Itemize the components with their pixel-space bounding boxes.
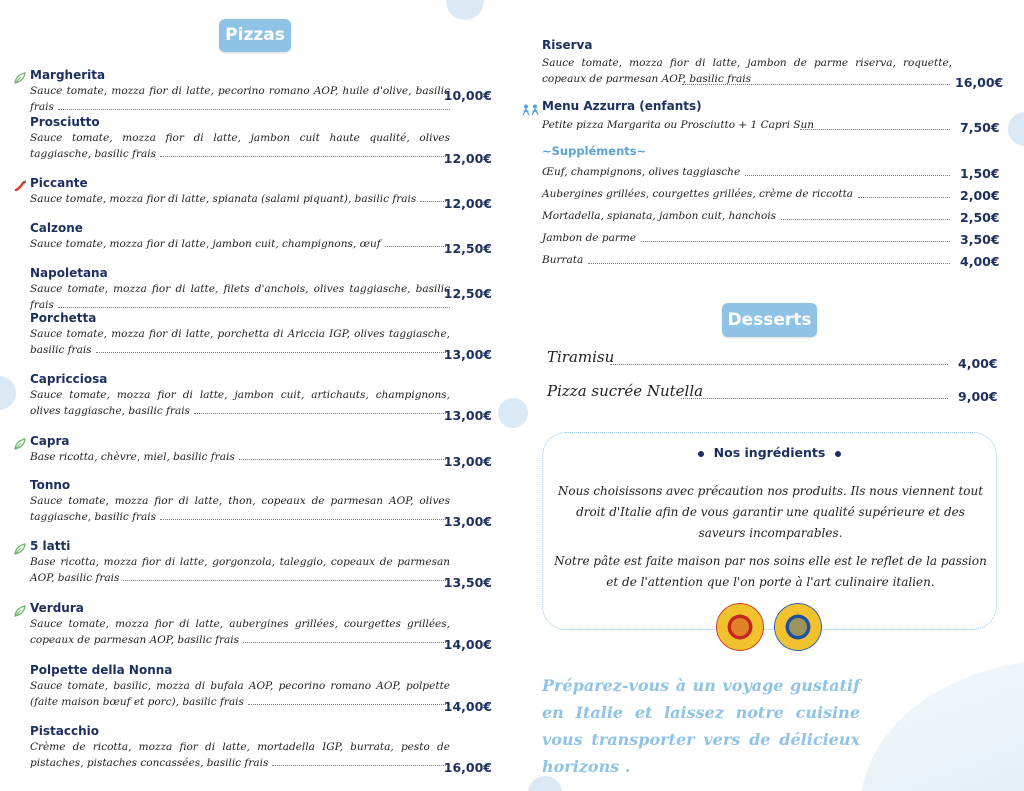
riserva-description: Sauce tomate, mozza fior di latte, jambon de parme riserva, roquette, copeaux de parmesan AOP, basilic frais <box>542 57 952 85</box>
supplement-name: Jambon de parme <box>542 232 637 244</box>
supplement-price: 2,50€ <box>960 210 1000 225</box>
riserva-name: Riserva <box>542 38 593 52</box>
pizza-item <box>30 220 495 256</box>
supplement-price: 3,50€ <box>960 232 1000 247</box>
pizza-item <box>30 662 495 714</box>
leader-dots <box>160 156 450 157</box>
leader-dots <box>272 765 450 766</box>
pizza-price: 14,00€ <box>443 637 492 652</box>
supplement-name: Burrata <box>542 254 584 266</box>
dop-seal-icon <box>716 603 764 651</box>
pizza-item <box>30 265 495 313</box>
pizza-price: 12,50€ <box>443 241 492 256</box>
leader-dots <box>745 175 950 176</box>
pizza-name: 5 latti <box>30 539 71 553</box>
pizza-description: Sauce tomate, mozza fior di latte, aubergines grillées, courgettes grillées, copeaux de parmesan AOP, basilic frais <box>30 618 450 646</box>
ingredients-box <box>542 432 997 630</box>
kids-menu-price: 7,50€ <box>960 120 1000 135</box>
pizza-description: Base ricotta, chèvre, miel, basilic frais <box>30 451 235 463</box>
leader-dots <box>123 580 450 581</box>
pizza-item <box>30 600 495 652</box>
leader-dots <box>858 197 950 198</box>
supplement-price: 1,50€ <box>960 166 1000 181</box>
pizza-name: Prosciutto <box>30 115 100 129</box>
supplement-name: Mortadella, spianata, jambon cuit, hanchois <box>542 210 777 222</box>
riserva-price: 16,00€ <box>955 75 1004 90</box>
pizza-name: Verdura <box>30 601 84 615</box>
pizza-item <box>30 310 495 362</box>
pizza-item <box>30 477 495 529</box>
pizza-name: Calzone <box>30 221 83 235</box>
leader-dots <box>800 129 950 130</box>
pizza-price: 13,00€ <box>443 408 492 423</box>
supplement-name: Œuf, champignons, olives taggiasche <box>542 166 741 178</box>
pizza-item <box>30 67 495 115</box>
veggie-leaf-icon <box>14 602 26 614</box>
pizza-item <box>30 723 495 775</box>
dessert-name: Tiramisu <box>547 348 615 366</box>
leader-dots <box>641 241 950 242</box>
pizza-name: Tonno <box>30 478 71 492</box>
dessert-name: Pizza sucrée Nutella <box>547 382 704 400</box>
dessert-price: 9,00€ <box>958 389 998 404</box>
pizza-description: Base ricotta, mozza fior di latte, gorgonzola, taleggio, copeaux de parmesan AOP, basilic frais <box>30 556 450 584</box>
pizza-description: Sauce tomate, mozza fior di latte, filets d'anchois, olives taggiasche, basilic frais <box>30 283 450 311</box>
tagline: Préparez-vous à un voyage gustatif en Italie et laissez notre cuisine vous transporter vers de délicieux horizons . <box>542 676 860 776</box>
pizza-item <box>30 433 495 469</box>
pizza-description: Sauce tomate, mozza fior di latte, jambon cuit, artichauts, champignons, olives taggiasche, basilic frais <box>30 389 450 417</box>
leader-dots <box>58 109 450 110</box>
leader-dots <box>239 459 450 460</box>
leader-dots <box>385 246 450 247</box>
pizza-price: 13,50€ <box>443 575 492 590</box>
leader-dots <box>588 263 950 264</box>
leader-dots <box>681 398 948 399</box>
pizza-price: 12,50€ <box>443 286 492 301</box>
leader-dots <box>420 201 450 202</box>
ingredients-title-text: Nos ingrédients <box>713 445 826 460</box>
pizza-description: Sauce tomate, mozza fior di latte, pecorino romano AOP, huile d'olive, basilic frais <box>30 85 450 113</box>
pizza-item <box>30 538 495 590</box>
pizza-name: Polpette della Nonna <box>30 663 173 677</box>
supplements-title: ~Suppléments~ <box>542 144 647 158</box>
pizza-item <box>30 175 495 211</box>
pizza-description: Sauce tomate, mozza fior di latte, spianata (salami piquant), basilic frais <box>30 193 417 205</box>
supplement-name: Aubergines grillées, courgettes grillées, crème de riccotta <box>542 188 854 200</box>
pizza-name: Porchetta <box>30 311 97 325</box>
pizza-price: 14,00€ <box>443 699 492 714</box>
leader-dots <box>248 704 450 705</box>
pizza-description: Sauce tomate, mozza fior di latte, jambon cuit, champignons, œuf <box>30 238 381 250</box>
leader-dots <box>243 642 450 643</box>
children-icon <box>522 101 540 113</box>
veggie-leaf-icon <box>14 540 26 552</box>
leader-dots <box>781 219 950 220</box>
pizzas-section-title: Pizzas <box>219 19 291 52</box>
pizza-name: Pistacchio <box>30 724 100 738</box>
leader-dots <box>682 84 950 85</box>
pizza-name: Capra <box>30 434 70 448</box>
pizza-name: Napoletana <box>30 266 108 280</box>
leader-dots <box>194 413 450 414</box>
pizza-description: Sauce tomate, mozza fior di latte, porchetta di Ariccia IGP, olives taggiasche, basilic frais <box>30 328 450 356</box>
leader-dots <box>610 364 948 365</box>
pizza-description: Crème de ricotta, mozza fior di latte, mortadella IGP, burrata, pesto de pistaches, pistaches concassées, basilic frais <box>30 741 450 769</box>
ingredients-paragraph: Notre pâte est faite maison par nos soins elle est le reflet de la passion et de l'attention que l'on porte à l'art culinaire italien. <box>554 554 987 589</box>
pizza-description: Sauce tomate, mozza fior di latte, thon, copeaux de parmesan AOP, olives taggiasche, basilic frais <box>30 495 450 523</box>
veggie-leaf-icon <box>14 435 26 447</box>
pizza-price: 13,00€ <box>443 347 492 362</box>
pizza-price: 12,00€ <box>443 151 492 166</box>
dessert-price: 4,00€ <box>958 356 998 371</box>
pizza-name: Margherita <box>30 68 106 82</box>
pizza-description: Sauce tomate, mozza fior di latte, jambon cuit haute qualité, olives taggiasche, basilic frais <box>30 132 450 160</box>
chili-pepper-icon <box>14 177 26 189</box>
igp-seal-icon <box>774 603 822 651</box>
supplement-price: 4,00€ <box>960 254 1000 269</box>
pizza-item <box>30 114 495 166</box>
desserts-section-title: Desserts <box>722 303 817 337</box>
leader-dots <box>58 307 450 308</box>
pizza-price: 12,00€ <box>443 196 492 211</box>
pizza-item <box>30 371 495 423</box>
kids-menu-description: Petite pizza Margarita ou Prosciutto + 1 Capri Sun <box>542 119 815 131</box>
leader-dots <box>96 352 450 353</box>
pizza-price: 16,00€ <box>443 760 492 775</box>
pizza-name: Piccante <box>30 176 88 190</box>
kids-menu-name: Menu Azzurra (enfants) <box>542 99 702 113</box>
pizza-name: Capricciosa <box>30 372 108 386</box>
pizza-price: 13,00€ <box>443 514 492 529</box>
veggie-leaf-icon <box>14 69 26 81</box>
pizza-description: Sauce tomate, basilic, mozza di bufala AOP, pecorino romano AOP, polpette (faite maison bœuf et porc), basilic frais <box>30 680 450 708</box>
pizza-price: 13,00€ <box>443 454 492 469</box>
ingredients-paragraph: Nous choisissons avec précaution nos produits. Ils nous viennent tout droit d'Italie afin de vous garantir une qualité supérieure et des saveurs incomparables. <box>557 484 984 540</box>
pizza-price: 10,00€ <box>443 88 492 103</box>
ingredients-title <box>543 445 996 460</box>
leader-dots <box>160 519 450 520</box>
supplement-price: 2,00€ <box>960 188 1000 203</box>
right-page <box>512 0 1024 791</box>
